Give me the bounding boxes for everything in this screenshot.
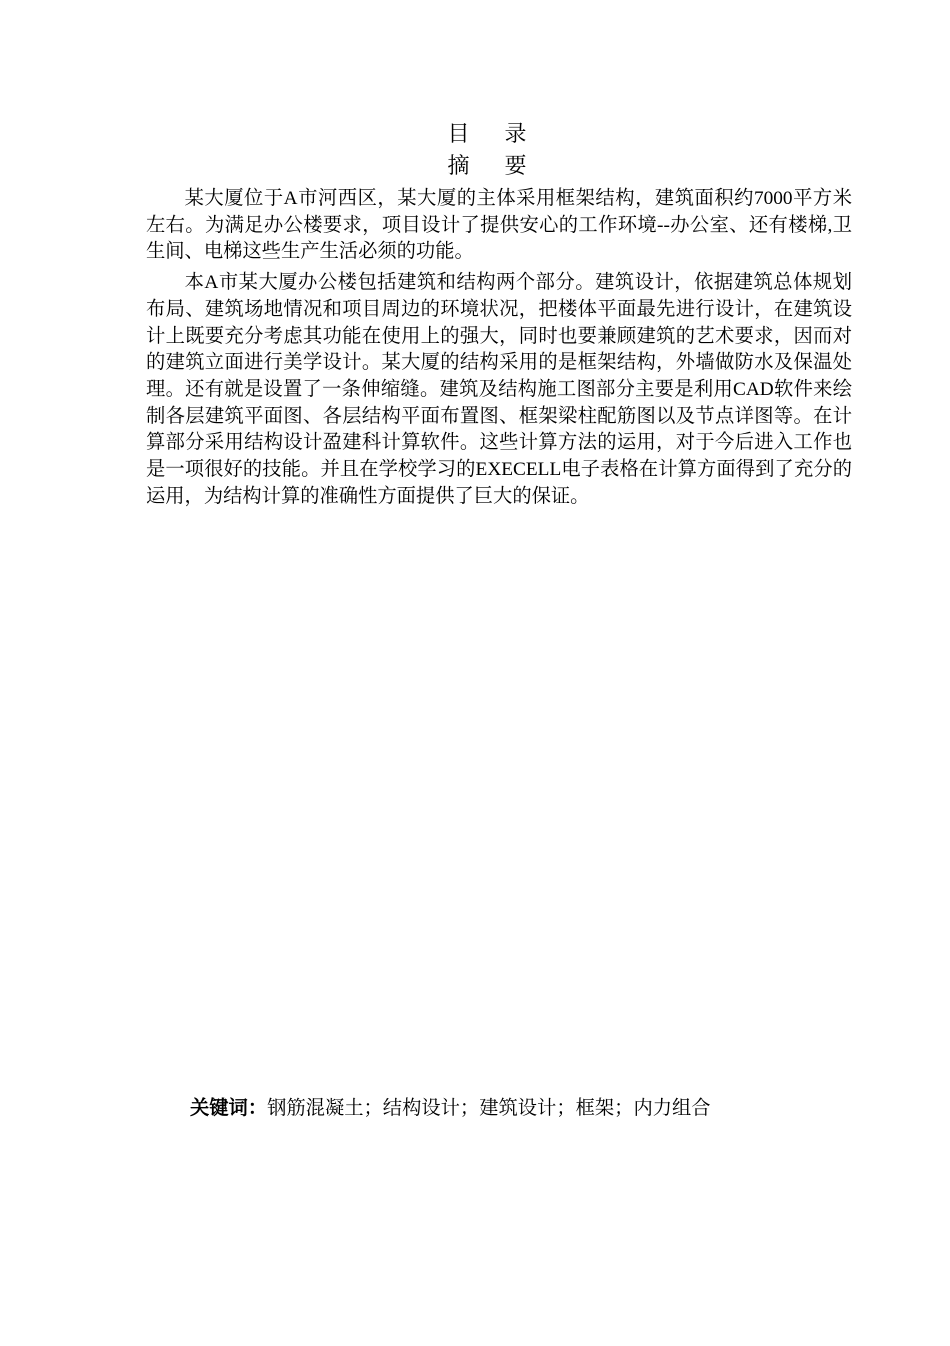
keywords-line	[190, 1094, 711, 1123]
keywords-label: 关键词：	[190, 1096, 268, 1119]
abstract-paragraph-1: 某大厦位于A市河西区，某大厦的主体采用框架结构，建筑面积约7000平方米左右。为满足办公楼要求，项目设计了提供安心的工作环境--办公室、还有楼梯,卫生间、电梯这些生产生活必须的功能。	[146, 188, 852, 263]
abstract-paragraph-2: 本A市某大厦办公楼包括建筑和结构两个部分。建筑设计，依据建筑总体规划布局、建筑场地情况和项目周边的环境状况，把楼体平面最先进行设计，在建筑设计上既要充分考虑其功能在使用上的强大，同时也要兼顾建筑的艺术要求，因而对的建筑立面进行美学设计。某大厦的结构采用的是框架结构，外墙做防水及保温处理。还有就是设置了一条伸缩缝。建筑及结构施工图部分主要是利用CAD软件来绘制各层建筑平面图、各层结构平面布置图、框架梁柱配筋图以及节点详图等。在计算部分采用结构设计盈建科计算软件。这些计算方法的运用，对于今后进入工作也是一项很好的技能。并且在学校学习的EXECELL电子表格在计算方面得到了充分的运用，为结构计算的准确性方面提供了巨大的保证。	[146, 272, 852, 507]
toc-heading: 目 录	[447, 122, 541, 147]
keywords-text: 钢筋混凝土；结构设计；建筑设计；框架；内力组合	[267, 1098, 711, 1119]
abstract-body	[146, 186, 852, 514]
abstract-heading: 摘 要	[447, 154, 541, 179]
